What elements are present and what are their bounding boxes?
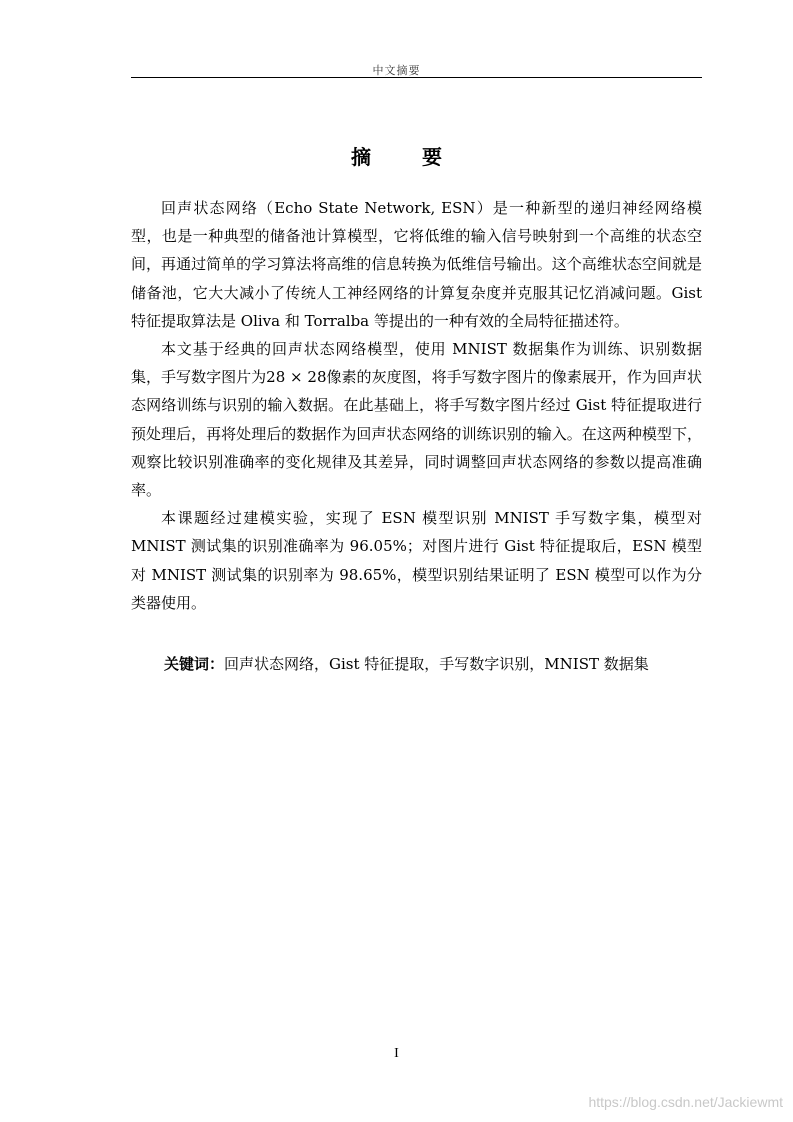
- abstract-title: 摘 要: [351, 145, 464, 169]
- keywords-line: [164, 650, 704, 678]
- abstract-body: [131, 194, 702, 617]
- running-header: 中文摘要: [372, 64, 421, 77]
- watermark: https://blog.csdn.net/Jackiewmt: [588, 1094, 783, 1110]
- page-number: I: [394, 1046, 399, 1061]
- keywords-text: 回声状态网络，Gist 特征提取，手写数字识别，MNIST 数据集: [224, 655, 649, 673]
- abstract-paragraph-3: 本课题经过建模实验，实现了 ESN 模型识别 MNIST 手写数字集，模型对 MNIST 测试集的识别准确率为 96.05%；对图片进行 Gist 特征提取后，ESN 模型对 MNIST 测试集的识别率为 98.65%，模型识别结果证明了 ESN 模型可以作为分类器使用。: [131, 509, 702, 612]
- abstract-paragraph-1: 回声状态网络（Echo State Network, ESN）是一种新型的递归神经网络模型，也是一种典型的储备池计算模型，它将低维的输入信号映射到一个高维的状态空间，再通过简单的学习算法将高维的信息转换为低维信号输出。这个高维状态空间就是储备池，它大大减小了传统人工神经网络的计算复杂度并克服其记忆消减问题。Gist 特征提取算法是 Oliva 和 Torralba 等提出的一种有效的全局特征描述符。: [131, 199, 702, 330]
- abstract-paragraph-2: 本文基于经典的回声状态网络模型，使用 MNIST 数据集作为训练、识别数据集，手写数字图片为28 × 28像素的灰度图，将手写数字图片的像素展开，作为回声状态网络训练与识别的输入数据。在此基础上，将手写数字图片经过 Gist 特征提取进行预处理后，再将处理后的数据作为回声状态网络的训练识别的输入。在这两种模型下，观察比较识别准确率的变化规律及其差异，同时调整回声状态网络的参数以提高准确率。: [131, 340, 702, 500]
- header-divider: [131, 77, 702, 78]
- keywords-label: 关键词：: [164, 655, 225, 673]
